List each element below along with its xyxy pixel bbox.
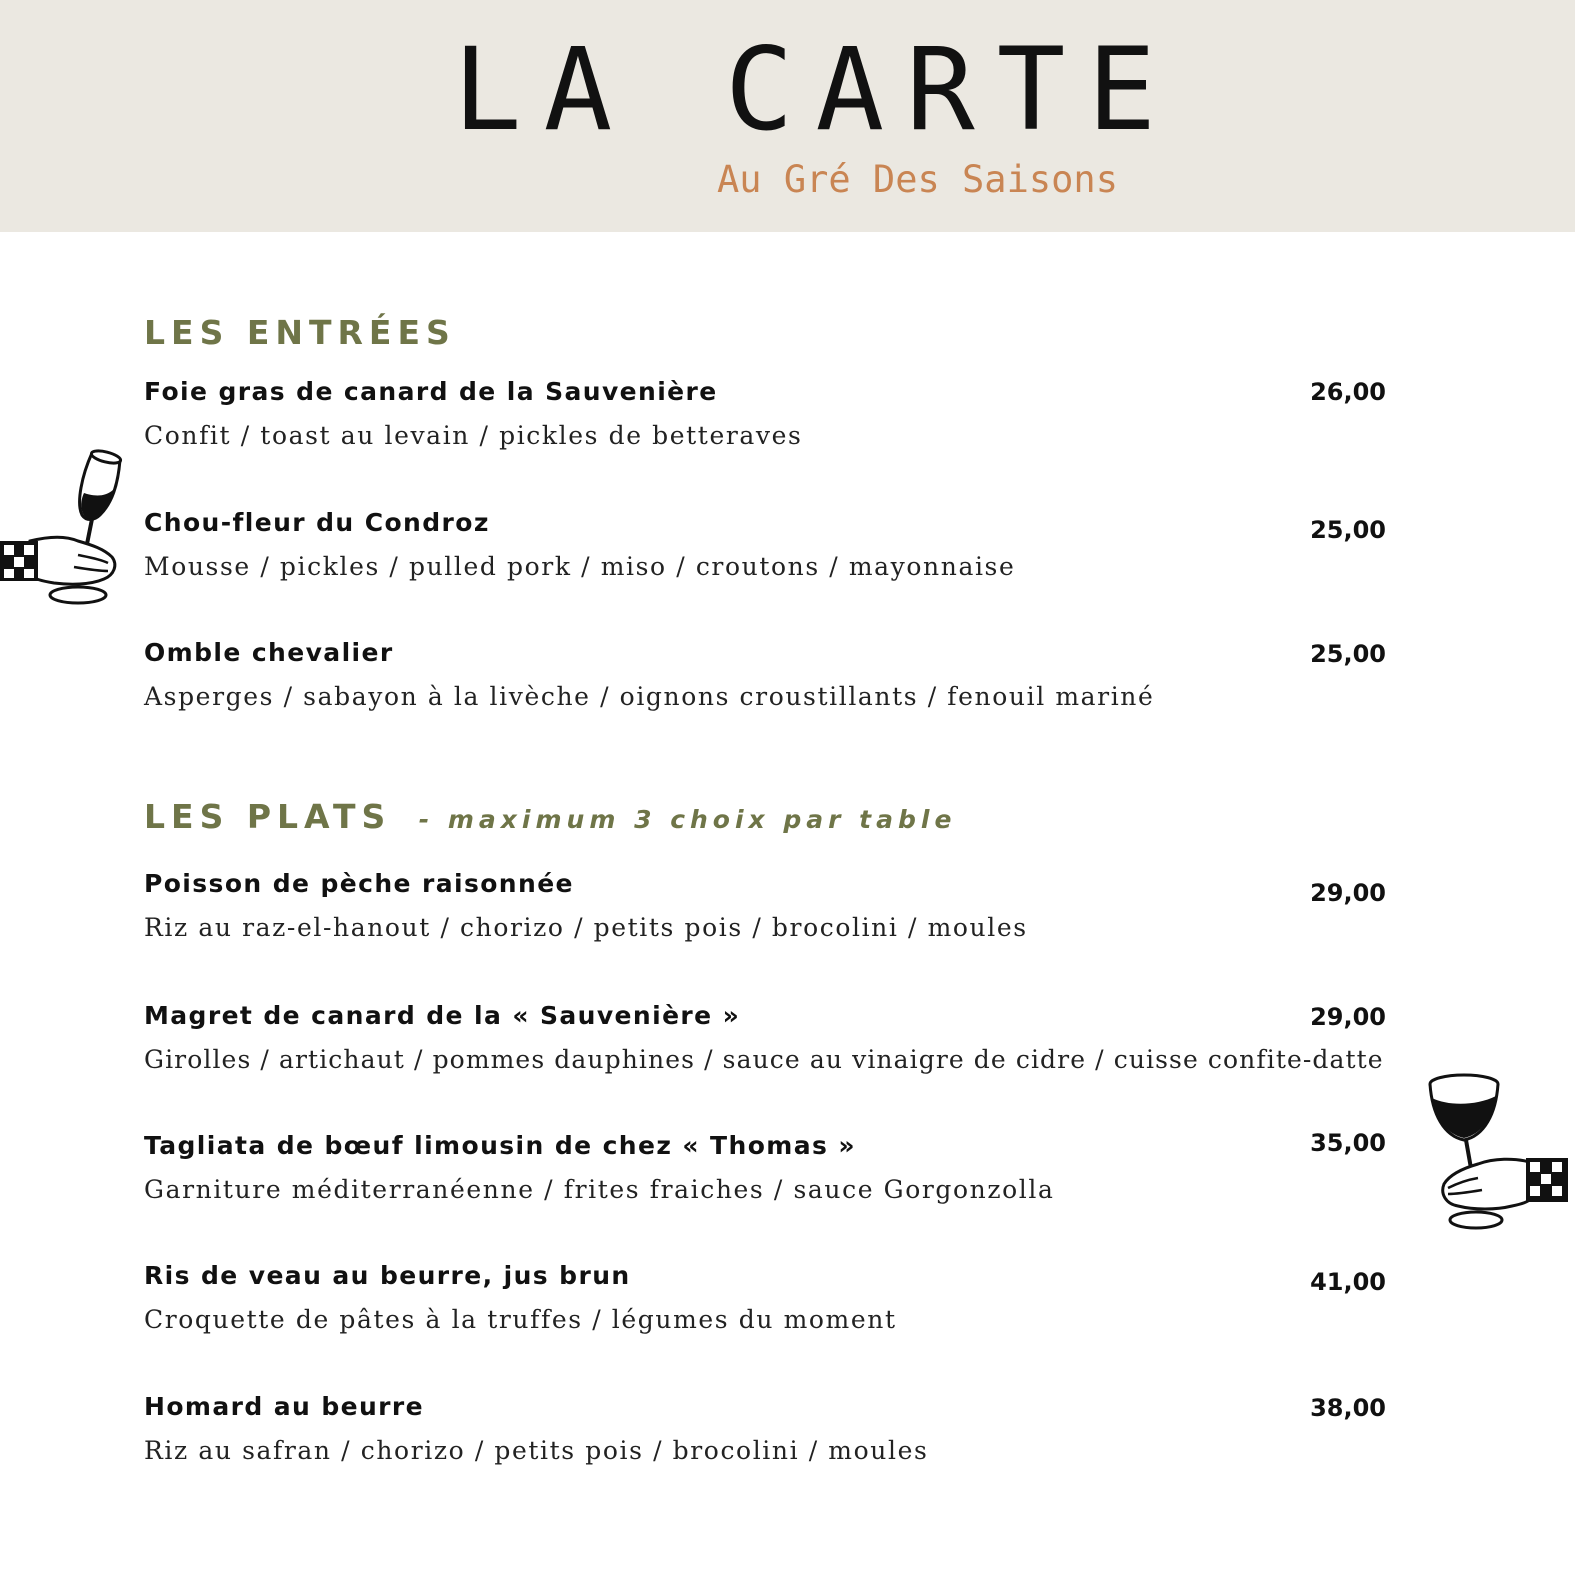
hand-holding-wine-glass-icon (1426, 1070, 1572, 1236)
item-name: Magret de canard de la « Sauvenière » (144, 1001, 741, 1030)
menu-item (144, 869, 1404, 959)
menu-item (144, 1261, 1404, 1351)
item-price: 29,00 (1310, 1003, 1386, 1031)
item-name: Poisson de pèche raisonnée (144, 869, 574, 898)
hand-holding-wine-glass-icon (0, 445, 128, 607)
item-description: Girolles / artichaut / pommes dauphines / sauce au vinaigre de cidre / cuisse confite-datte (144, 1045, 1384, 1074)
menu-item (144, 508, 1404, 598)
section-title-text: LES PLATS (144, 797, 392, 836)
item-price: 26,00 (1310, 378, 1386, 406)
item-description: Confit / toast au levain / pickles de betteraves (144, 421, 803, 450)
item-price: 25,00 (1310, 516, 1386, 544)
item-description: Riz au raz-el-hanout / chorizo / petits pois / brocolini / moules (144, 913, 1028, 942)
item-description: Croquette de pâtes à la truffes / légumes du moment (144, 1305, 897, 1334)
item-description: Garniture méditerranéenne / frites fraiches / sauce Gorgonzolla (144, 1175, 1055, 1204)
item-name: Tagliata de bœuf limousin de chez « Thomas » (144, 1131, 856, 1160)
item-price: 41,00 (1310, 1268, 1386, 1296)
page-title: LA CARTE (453, 23, 1179, 156)
menu-item (144, 638, 1404, 728)
menu-item (144, 1392, 1404, 1482)
item-price: 25,00 (1310, 640, 1386, 668)
item-name: Ris de veau au beurre, jus brun (144, 1261, 631, 1290)
section-title-text: LES ENTRÉES (144, 313, 456, 352)
section-title-plats (144, 797, 956, 840)
item-name: Chou-fleur du Condroz (144, 508, 490, 537)
item-name: Omble chevalier (144, 638, 394, 667)
item-price: 38,00 (1310, 1394, 1386, 1422)
item-description: Mousse / pickles / pulled pork / miso / croutons / mayonnaise (144, 552, 1016, 581)
menu-item (144, 377, 1404, 467)
item-name: Foie gras de canard de la Sauvenière (144, 377, 718, 406)
section-note: - maximum 3 choix par table (418, 805, 957, 834)
item-price: 29,00 (1310, 879, 1386, 907)
item-description: Riz au safran / chorizo / petits pois / brocolini / moules (144, 1436, 929, 1465)
menu-item (144, 1131, 1404, 1221)
section-title-entrees (144, 313, 456, 353)
item-name: Homard au beurre (144, 1392, 424, 1421)
page-subtitle: Au Gré Des Saisons (717, 158, 1118, 201)
item-price: 35,00 (1310, 1129, 1386, 1157)
menu-item (144, 1001, 1404, 1091)
item-description: Asperges / sabayon à la livèche / oignons croustillants / fenouil mariné (144, 682, 1155, 711)
